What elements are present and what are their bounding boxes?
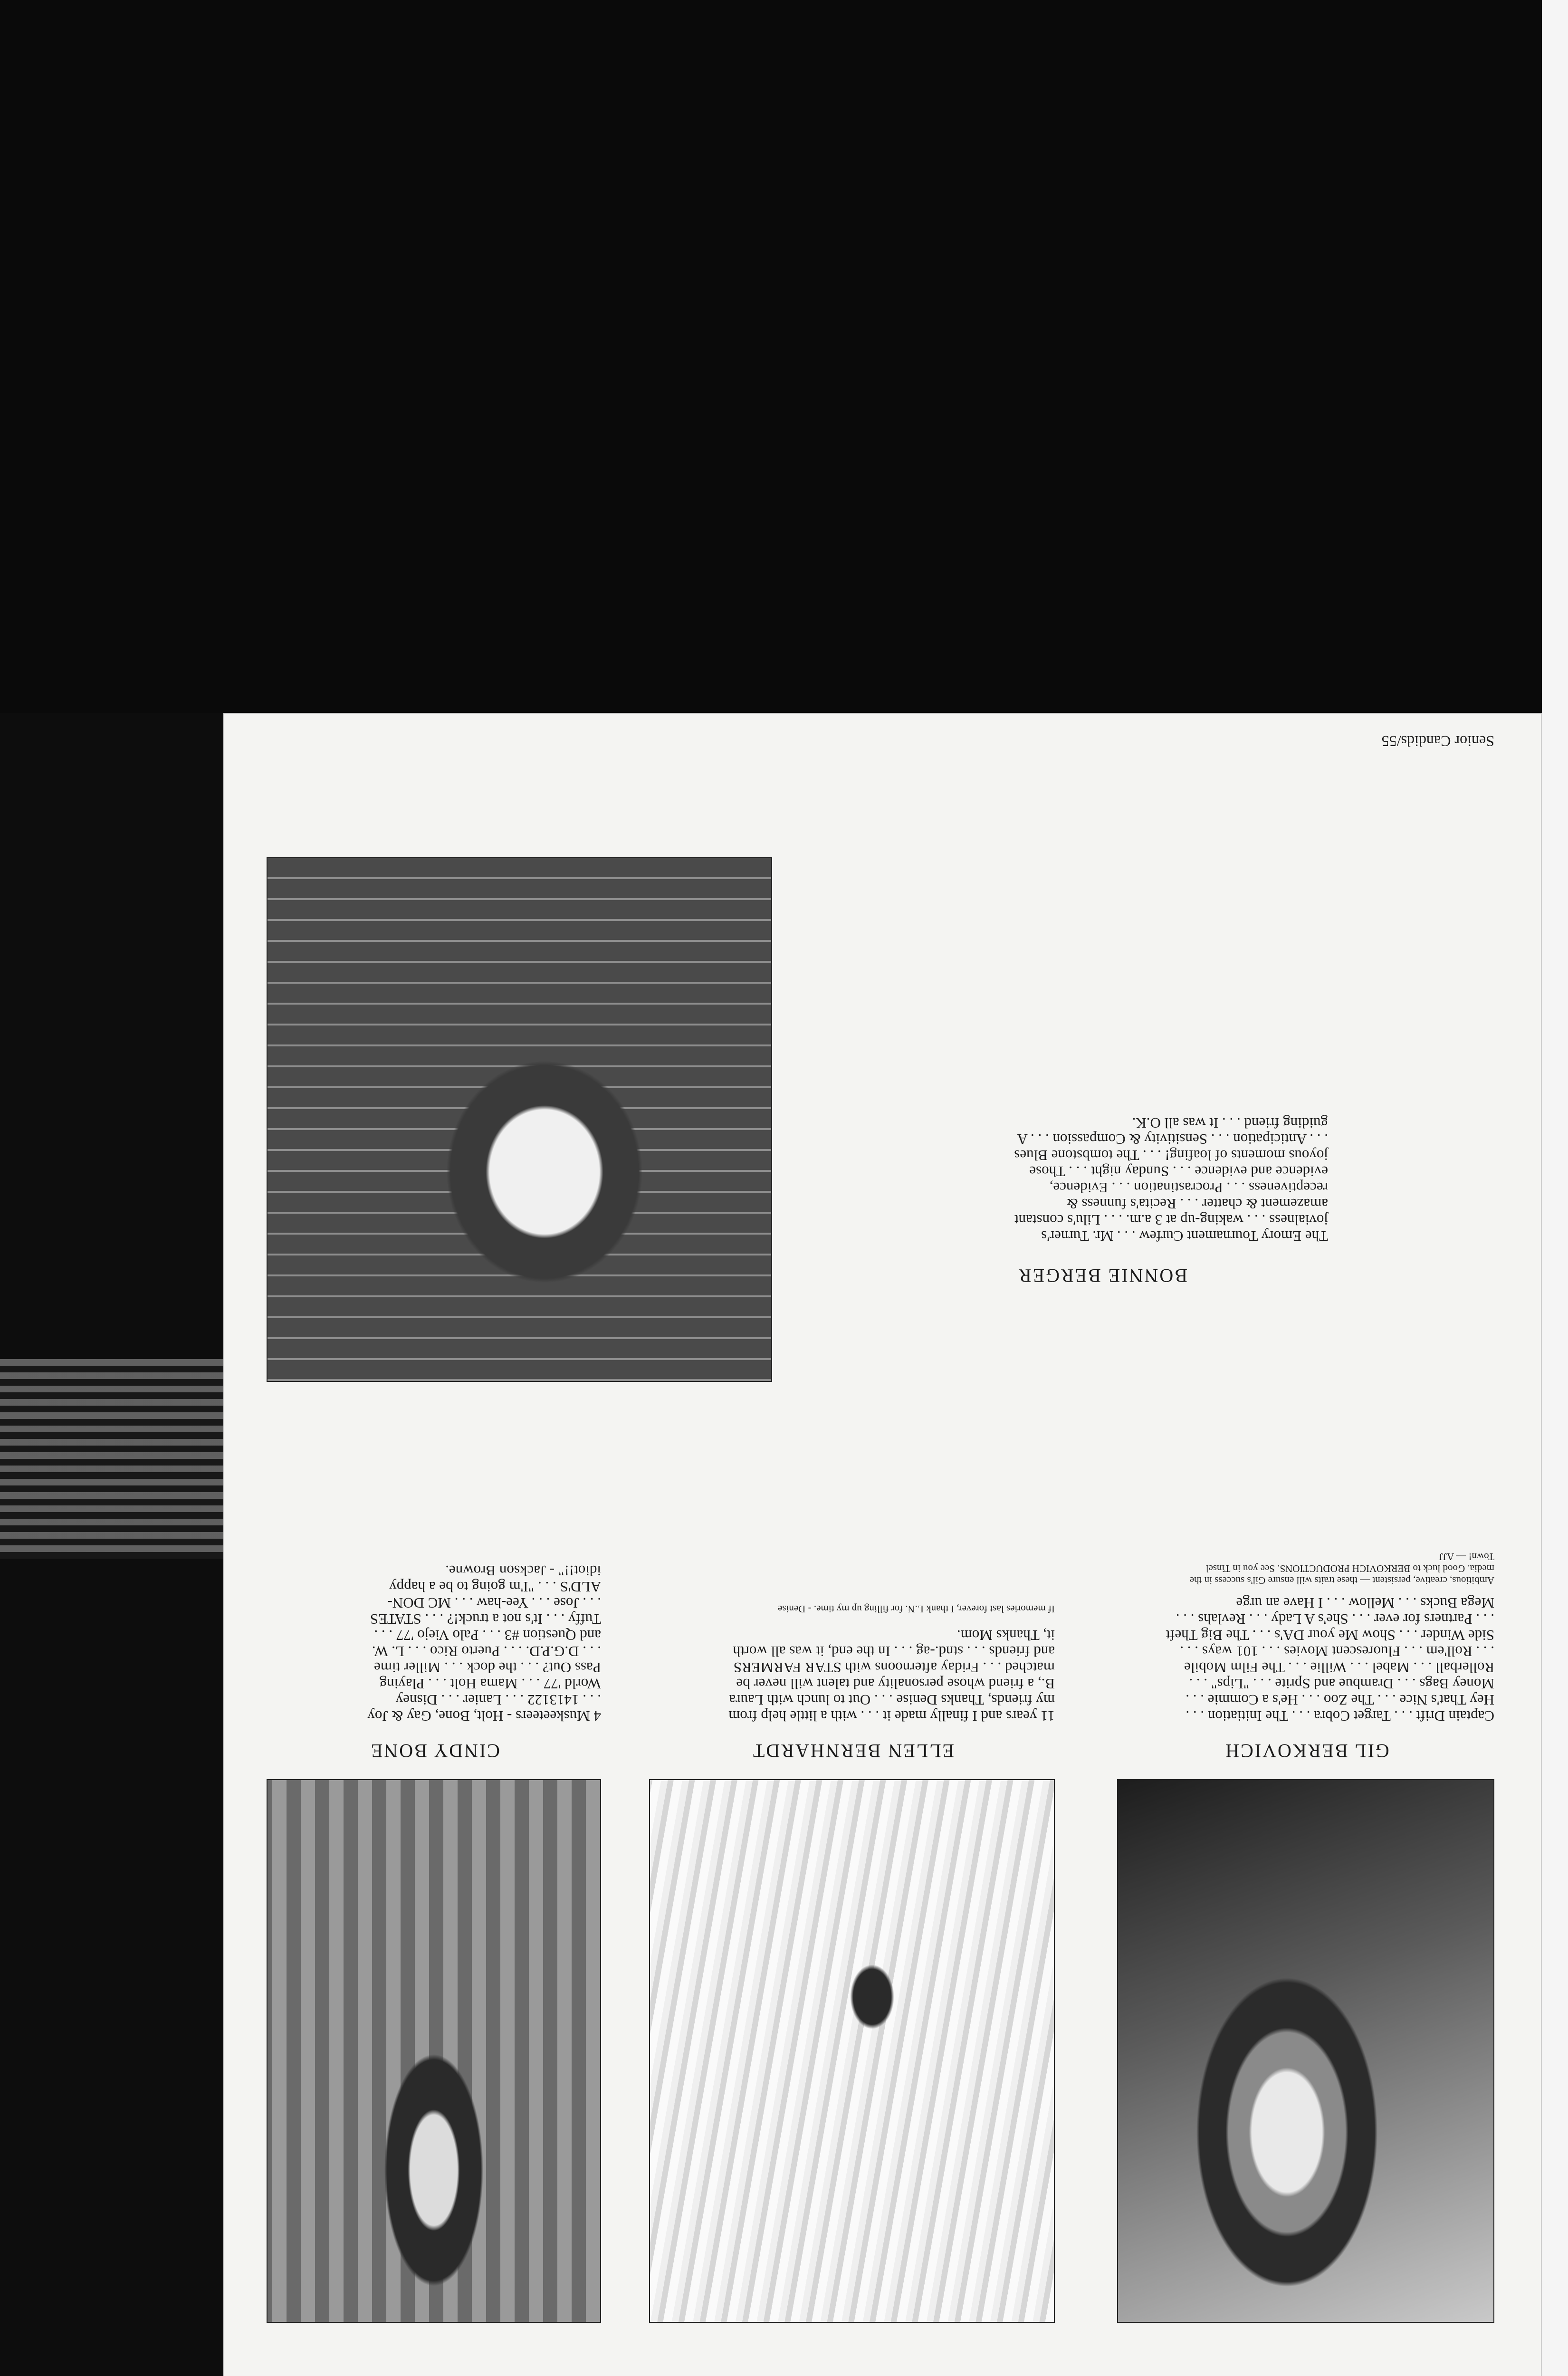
caption-line: Pass Out? . . . the dock . . . Miller time (374, 1659, 601, 1676)
caption-line: Money Bags . . . Drambue and Sprite . . . "Lips" . . . (1189, 1676, 1494, 1692)
caption-line: Mega Bucks . . . Mellow . . . I Have an urge (1236, 1595, 1494, 1611)
scan-margin-right (1542, 0, 1568, 2376)
caption-line: Tuffy . . . It's not a truck!? . . . STATES (370, 1611, 601, 1628)
caption-line: Rollerball . . . Mabel . . . Willie . . . The Film Mobile (1184, 1659, 1494, 1676)
caption-line: Captain Drift . . . Target Cobra . . . The Initiation . . . (1186, 1708, 1494, 1725)
caption-line: and friends . . . stnd.-ag . . . In the end, it was all worth (733, 1643, 1055, 1660)
note-line: If memories last forever, I thank L.N. for filling up my time. - Denise (778, 1603, 1055, 1615)
senior-caption (1114, 1595, 1494, 1724)
caption-line: . . . D.G.P.D. . . . Puerto Rico . . . L. W. (372, 1643, 601, 1660)
caption-line: World '77 . . . Mama Holt . . . Playing (379, 1676, 601, 1692)
note-line: Town! — AJJ (1439, 1551, 1494, 1562)
note-line: Ambitious, creative, persistent — these traits will ensure Gil's success in the (1189, 1575, 1494, 1586)
caption-line: Side Winder . . . Show Me your DA's . . . The Big Theft (1166, 1627, 1494, 1644)
caption-line: . . . Anticipation . . . Sensitivity & Compassion . . . A (1017, 1131, 1328, 1148)
caption-line: . . . 1413122 . . . Lanier . . . Disney (395, 1692, 601, 1708)
yearbook-page (223, 713, 1542, 2376)
caption-line: it, Thanks Mom. (956, 1627, 1055, 1644)
senior-name: ELLEN BERNHARDT (751, 1740, 955, 1762)
page-content (223, 713, 1542, 2376)
caption-line: amazement & chatter . . . Recita's funness & (1066, 1196, 1328, 1212)
senior-note (1114, 1551, 1494, 1586)
scan-background-top (0, 0, 1568, 713)
senior-photo-cindy-bone (267, 1779, 601, 2323)
caption-line: joyous moments of loafing! . . . The tombstone Blues (1014, 1147, 1328, 1164)
caption-line: . . . Jose . . . Yee-haw . . . MC DON- (387, 1595, 601, 1611)
senior-caption (268, 1562, 601, 1724)
note-line: media. Good luck to BERKOVICH PRODUCTIONS. See you in Tinsel (1205, 1563, 1494, 1574)
caption-line: The Emory Tournament Curfew . . . Mr. Turner's (1041, 1228, 1328, 1245)
senior-photo-ellen-bernhardt (649, 1779, 1055, 2323)
senior-caption (877, 1115, 1328, 1244)
senior-photo-gil-berkovich (1117, 1779, 1494, 2323)
caption-line: jovialness . . . waking-up at 3 a.m. . . . Lilu's constant (1014, 1212, 1328, 1228)
page-folio: Senior Candids/55 (1381, 733, 1494, 750)
caption-line: Hey That's Nice . . . The Zoo . . . He's a Commie . . . (1186, 1692, 1494, 1708)
senior-photo-bonnie-berger (267, 857, 772, 1382)
senior-name: BONNIE BERGER (1017, 1265, 1187, 1286)
senior-name: CINDY BONE (369, 1740, 500, 1762)
caption-line: . . . Partners for ever . . . She's A Lady . . . Revlahs . . . (1176, 1611, 1494, 1628)
caption-line: receptiveness . . . Procrastination . . . Evidence, (1049, 1179, 1328, 1196)
caption-line: 11 years and I finally made it . . . with a little help from (728, 1708, 1055, 1725)
caption-line: B., a friend whose personality and talent will never be (736, 1676, 1055, 1692)
senior-note (646, 1603, 1055, 1615)
caption-line: . . . Roll'em . . . Fluorescent Movies . . . 101 ways . . . (1180, 1643, 1494, 1660)
caption-line: matched . . . Friday afternoons with STAR FARMERS (733, 1659, 1055, 1676)
caption-line: 4 Muskeeteers - Holt, Bone, Gay & Joy (367, 1708, 601, 1725)
caption-line: my friends, Thanks Denise . . . Out to lunch with Laura (729, 1692, 1055, 1708)
caption-line: ALD'S . . . "I'm going to be a happy (389, 1579, 601, 1595)
senior-name: GIL BERKOVICH (1224, 1740, 1389, 1762)
senior-caption (646, 1627, 1055, 1724)
scanner-artifact-band (0, 1359, 223, 1559)
caption-line: evidence and evidence . . . Sunday night . . . Those (1029, 1163, 1328, 1180)
caption-line: guiding friend . . . It was all O.K. (1132, 1115, 1328, 1131)
caption-line: idiot!!" - Jackson Browne. (445, 1562, 601, 1579)
caption-line: and Question #3 . . . Palo Viejo '77 . . . (374, 1627, 601, 1644)
